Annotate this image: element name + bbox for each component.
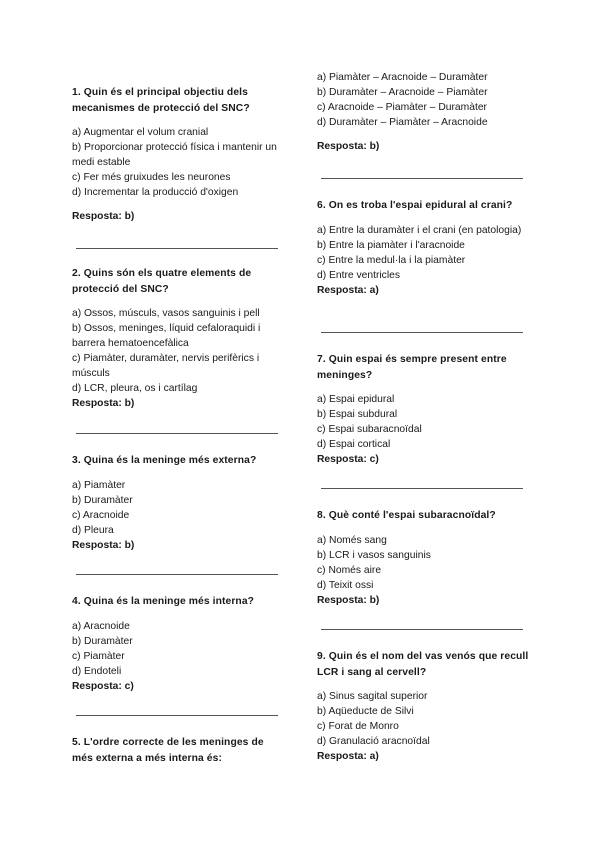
answer: Resposta: c) [317, 454, 379, 465]
option-d: d) LCR, pleura, os i cartílag [72, 383, 198, 394]
separator-line [76, 715, 278, 716]
answer: Resposta: a) [317, 751, 379, 762]
answer: Resposta: b) [317, 594, 380, 606]
question-7 [317, 352, 529, 467]
question-6 [317, 198, 529, 298]
option-a: a) Només sang [317, 534, 387, 546]
question-title: 1. Quin és el principal objectiu dels mecanismes de protecció del SNC? [72, 87, 250, 114]
option-d: d) Entre ventricles [317, 269, 400, 281]
option-a: a) Augmentar el volum cranial [72, 127, 209, 138]
option-d: d) Pleura [72, 524, 114, 536]
option-b: b) Ossos, meninges, líquid cefaloraquidi i barrera hematoencefàlica [72, 323, 261, 349]
option-b: b) Espai subdural [317, 409, 398, 420]
question-title: 8. Què conté l'espai subaracnoïdal? [317, 510, 496, 521]
option-d: d) Duramàter – Piamàter – Aracnoide [317, 117, 488, 128]
question-4 [72, 594, 284, 694]
option-b: b) Proporcionar protecció física i mantenir un medi estable [72, 142, 277, 168]
option-b: b) Aqüeducte de Silvi [317, 706, 414, 717]
option-a: a) Piamàter [72, 479, 126, 491]
answer: Resposta: a) [317, 284, 379, 296]
question-title: 4. Quina és la meninge més interna? [72, 596, 255, 607]
option-c: c) Aracnoide – Piamàter – Duramàter [317, 102, 487, 113]
option-d: d) Espai cortical [317, 439, 391, 450]
answer: Resposta: b) [72, 211, 135, 222]
option-a: a) Sinus sagital superior [317, 691, 428, 702]
option-d: d) Teixit ossi [317, 579, 374, 591]
option-c: c) Forat de Monro [317, 721, 399, 732]
option-c: c) Aracnoide [72, 509, 130, 521]
option-c: c) Només aire [317, 564, 382, 576]
separator-line [321, 178, 523, 179]
option-c: c) Espai subaracnoïdal [317, 424, 422, 435]
question-title: 9. Quin és el nom del vas venós que recull LCR i sang al cervell? [317, 651, 529, 678]
option-d: d) Granulació aracnoïdal [317, 736, 430, 747]
question-title: 2. Quins són els quatre elements de protecció del SNC? [72, 268, 252, 295]
option-b: b) LCR i vasos sanguinis [317, 549, 431, 561]
separator-line [321, 488, 523, 489]
answer: Resposta: b) [72, 539, 135, 551]
option-b: b) Entre la piamàter i l'aracnoide [317, 239, 465, 251]
answer: Resposta: c) [72, 680, 134, 692]
option-c: c) Entre la medul·la i la piamàter [317, 254, 466, 266]
option-d: d) Endoteli [72, 665, 122, 677]
option-b: b) Duramàter [72, 494, 133, 506]
question-title: 3. Quina és la meninge més externa? [72, 455, 257, 466]
separator-line [76, 248, 278, 249]
question-9 [317, 649, 529, 764]
question-2 [72, 266, 284, 411]
option-a: a) Espai epidural [317, 394, 395, 405]
separator-line [76, 574, 278, 575]
separator-line [76, 433, 278, 434]
question-8 [317, 508, 529, 608]
answer: Resposta: b) [72, 398, 135, 409]
question-title: 7. Quin espai és sempre present entre meninges? [317, 354, 507, 381]
question-3 [72, 453, 284, 553]
option-b: b) Duramàter [72, 635, 133, 647]
option-a: a) Ossos, músculs, vasos sanguinis i pell [72, 308, 260, 319]
option-a: a) Entre la duramàter i el crani (en patologia) [317, 224, 522, 236]
option-c: c) Fer més gruixudes les neurones [72, 172, 231, 183]
option-c: c) Piamàter [72, 650, 125, 662]
answer: Resposta: b) [317, 141, 380, 152]
option-b: b) Duramàter – Aracnoide – Piamàter [317, 87, 488, 98]
question-title: 6. On es troba l'espai epidural al crani? [317, 200, 513, 211]
option-d: d) Incrementar la producció d'oxigen [72, 187, 239, 198]
option-a: a) Piamàter – Aracnoide – Duramàter [317, 72, 488, 83]
option-c: c) Piamàter, duramàter, nervis perifèrics i músculs [72, 353, 260, 379]
question-1 [72, 85, 284, 224]
question-5-continued [317, 70, 529, 154]
question-5 [72, 735, 284, 775]
separator-line [321, 332, 523, 333]
option-a: a) Aracnoide [72, 620, 130, 632]
separator-line [321, 629, 523, 630]
question-title: 5. L'ordre correcte de les meninges de més externa a més interna és: [72, 737, 264, 764]
